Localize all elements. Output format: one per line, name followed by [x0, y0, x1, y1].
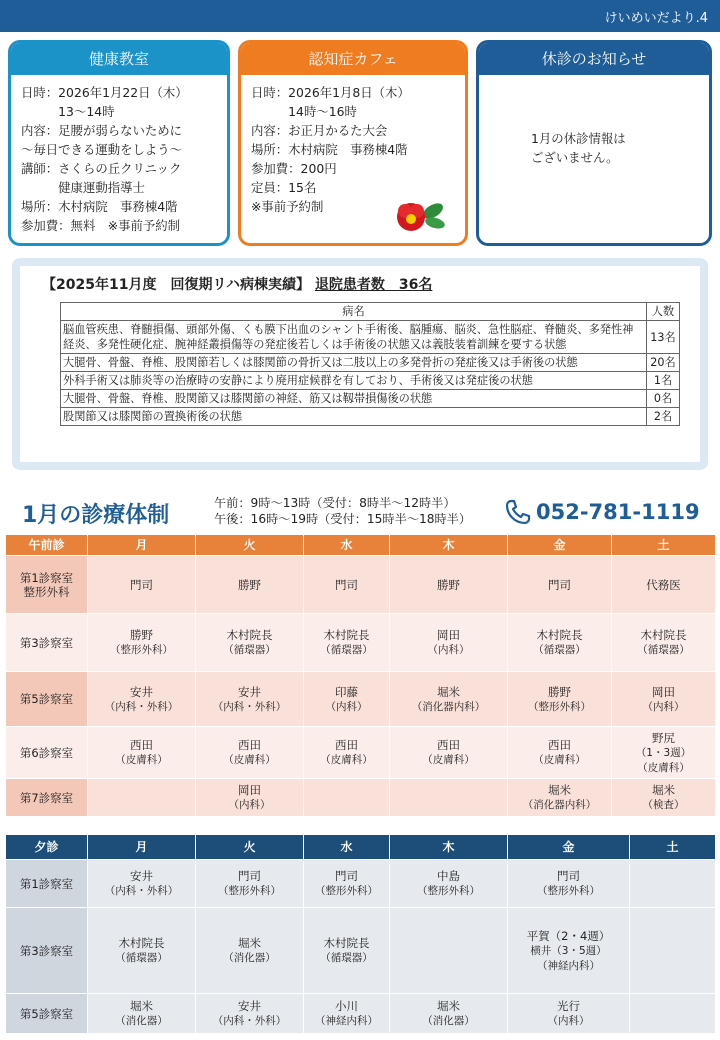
exam-room-label: 第3診察室: [6, 908, 88, 994]
schedule-row: [6, 860, 716, 908]
doctor-cell: 平賀（2・4週） 横井（3・5週） （神経内科）: [508, 908, 630, 994]
doctor-cell: 門司: [304, 556, 390, 614]
count-cell: 13名: [647, 321, 680, 354]
doctor-cell: [304, 779, 390, 817]
day-header: 土: [612, 535, 716, 556]
day-header: 金: [508, 535, 612, 556]
phone-number: 052-781-1119: [536, 500, 700, 524]
table-row: [61, 372, 680, 390]
schedule-row: [6, 556, 716, 614]
doctor-cell: 堀米 （消化器）: [196, 908, 304, 994]
doctor-cell: 岡田 （内科）: [390, 614, 508, 672]
exam-room-label: 第7診察室: [6, 779, 88, 817]
exam-room-label: 第6診察室: [6, 727, 88, 779]
rehab-results-section: [12, 258, 708, 470]
camellia-flower-icon: [391, 199, 447, 233]
count-cell: 2名: [647, 408, 680, 426]
disease-cell: 大腿骨、骨盤、脊椎、股関節若しくは膝関節の骨折又は二肢以上の多発骨折の発症後又は手術後の状態: [61, 354, 647, 372]
doctor-cell: 小川 （神経内科）: [304, 994, 390, 1034]
doctor-cell: 岡田 （内科）: [612, 672, 716, 727]
disease-cell: 脳血管疾患、脊髄損傷、頭部外傷、くも膜下出血のシャント手術後、脳腫瘍、脳炎、急性脳症、脊髄炎、多発性神経炎、多発性硬化症、腕神経叢損傷等の発症後若しくは手術後の状態又は義肢装着訓練を要する状態: [61, 321, 647, 354]
table-row: [61, 390, 680, 408]
day-header: 木: [390, 535, 508, 556]
schedule-header-row: [6, 535, 716, 556]
rehab-results-panel: [20, 266, 700, 462]
day-header: 月: [88, 535, 196, 556]
doctor-cell: [630, 994, 716, 1034]
doctor-cell: [88, 779, 196, 817]
health-class-box: [8, 40, 230, 246]
day-header: 月: [88, 835, 196, 860]
day-header: 木: [390, 835, 508, 860]
doctor-cell: 中島 （整形外科）: [390, 860, 508, 908]
doctor-cell: 勝野 （整形外科）: [508, 672, 612, 727]
doctor-cell: 代務医: [612, 556, 716, 614]
table-header-row: [61, 303, 680, 321]
day-header: 金: [508, 835, 630, 860]
day-header: 火: [196, 535, 304, 556]
doctor-cell: 勝野 （整形外科）: [88, 614, 196, 672]
closure-body: 1月の休診情報は ございません。: [531, 131, 626, 165]
day-header: 水: [304, 835, 390, 860]
doctor-cell: 勝野: [390, 556, 508, 614]
day-header: 土: [630, 835, 716, 860]
doctor-cell: 岡田 （内科）: [196, 779, 304, 817]
session-label: 夕診: [6, 835, 88, 860]
rehab-results-title-prefix: 【2025年11月度 回復期リハ病棟実績】: [42, 277, 311, 293]
doctor-cell: 木村院長 （循環器）: [196, 614, 304, 672]
table-row: [61, 354, 680, 372]
day-header: 水: [304, 535, 390, 556]
exam-room-label: 第5診察室: [6, 994, 88, 1034]
doctor-cell: 西田 （皮膚科）: [196, 727, 304, 779]
exam-room-label: 第1診察室 整形外科: [6, 556, 88, 614]
phone-icon: [504, 498, 532, 526]
schedule-title: 1月の診療体制: [22, 503, 170, 528]
schedule-row: [6, 672, 716, 727]
exam-room-label: 第3診察室: [6, 614, 88, 672]
doctor-cell: 西田 （皮膚科）: [390, 727, 508, 779]
doctor-cell: 堀米 （消化器）: [88, 994, 196, 1034]
doctor-cell: 安井 （内科・外科）: [196, 994, 304, 1034]
exam-room-label: 第5診察室: [6, 672, 88, 727]
schedule-header-row: [6, 835, 716, 860]
doctor-cell: 門司 （整形外科）: [196, 860, 304, 908]
doctor-cell: 木村院長 （循環器）: [304, 908, 390, 994]
doctor-cell: 西田 （皮膚科）: [508, 727, 612, 779]
disease-cell: 股関節又は膝関節の置換術後の状態: [61, 408, 647, 426]
doctor-cell: 西田 （皮膚科）: [88, 727, 196, 779]
doctor-cell: [630, 860, 716, 908]
top-bar: [0, 0, 720, 32]
doctor-cell: 木村院長 （循環器）: [612, 614, 716, 672]
disease-cell: 外科手術又は肺炎等の治療時の安静により廃用症候群を有しており、手術後又は発症後の状態: [61, 372, 647, 390]
dementia-cafe-box: [238, 40, 468, 246]
dementia-cafe-body: 日時：2026年1月8日（木） 14時～16時 内容：お正月かるた大会 場所：木村病院 事務棟4階 参加費：200円 定員：15名 ※事前予約制: [251, 85, 410, 214]
dementia-cafe-title: 認知症カフェ: [241, 43, 465, 75]
schedule-row: [6, 908, 716, 994]
rehab-results-table: [60, 302, 680, 426]
doctor-cell: 木村院長 （循環器）: [508, 614, 612, 672]
schedule-row: [6, 994, 716, 1034]
schedule-row: [6, 614, 716, 672]
closure-notice-box: [476, 40, 712, 246]
doctor-cell: [630, 908, 716, 994]
count-column-header: 人数: [647, 303, 680, 321]
rehab-results-title: [42, 274, 432, 294]
phone-block: [504, 498, 700, 530]
discharge-count: 退院患者数 36名: [314, 277, 433, 293]
schedule-row: [6, 779, 716, 817]
doctor-cell: 門司: [88, 556, 196, 614]
schedule-row: [6, 727, 716, 779]
doctor-cell: 堀米 （消化器）: [390, 994, 508, 1034]
session-label: 午前診: [6, 535, 88, 556]
health-class-body: 日時：2026年1月22日（木） 13～14時 内容：足腰が弱らないために ～毎日できる運動をしよう～ 講師：さくらの丘クリニック 健康運動指導士 場所：木村病院 事務棟4階 参加費：無料 ※事前予約制: [21, 85, 188, 233]
day-header: 火: [196, 835, 304, 860]
doctor-cell: 門司: [508, 556, 612, 614]
doctor-cell: 門司 （整形外科）: [508, 860, 630, 908]
disease-cell: 大腿骨、骨盤、脊椎、股関節又は膝関節の神経、筋又は靱帯損傷後の状態: [61, 390, 647, 408]
doctor-cell: 印藤 （内科）: [304, 672, 390, 727]
table-row: [61, 321, 680, 354]
doctor-cell: 勝野: [196, 556, 304, 614]
count-cell: 20名: [647, 354, 680, 372]
closure-title: 休診のお知らせ: [479, 43, 709, 75]
doctor-cell: 堀米 （消化器内科）: [508, 779, 612, 817]
exam-room-label: 第1診察室: [6, 860, 88, 908]
page-label: けいめいだより.4: [604, 11, 708, 26]
doctor-cell: 安井 （内科・外科）: [88, 672, 196, 727]
doctor-cell: 堀米 （検査）: [612, 779, 716, 817]
count-cell: 1名: [647, 372, 680, 390]
doctor-cell: [390, 779, 508, 817]
morning-schedule-table: [5, 534, 716, 817]
evening-schedule-table: [5, 834, 716, 1034]
doctor-cell: [390, 908, 508, 994]
count-cell: 0名: [647, 390, 680, 408]
consultation-hours: 午前：9時～13時（受付：8時半～12時半） 午後：16時～19時（受付：15時半～18時半）: [214, 496, 472, 526]
doctor-cell: 野尻 （1・3週） （皮膚科）: [612, 727, 716, 779]
doctor-cell: 西田 （皮膚科）: [304, 727, 390, 779]
doctor-cell: 光行 （内科）: [508, 994, 630, 1034]
doctor-cell: 木村院長 （循環器）: [304, 614, 390, 672]
disease-column-header: 病名: [61, 303, 647, 321]
doctor-cell: 安井 （内科・外科）: [88, 860, 196, 908]
table-row: [61, 408, 680, 426]
health-class-title: 健康教室: [11, 43, 227, 75]
doctor-cell: 門司 （整形外科）: [304, 860, 390, 908]
doctor-cell: 堀米 （消化器内科）: [390, 672, 508, 727]
doctor-cell: 安井 （内科・外科）: [196, 672, 304, 727]
doctor-cell: 木村院長 （循環器）: [88, 908, 196, 994]
